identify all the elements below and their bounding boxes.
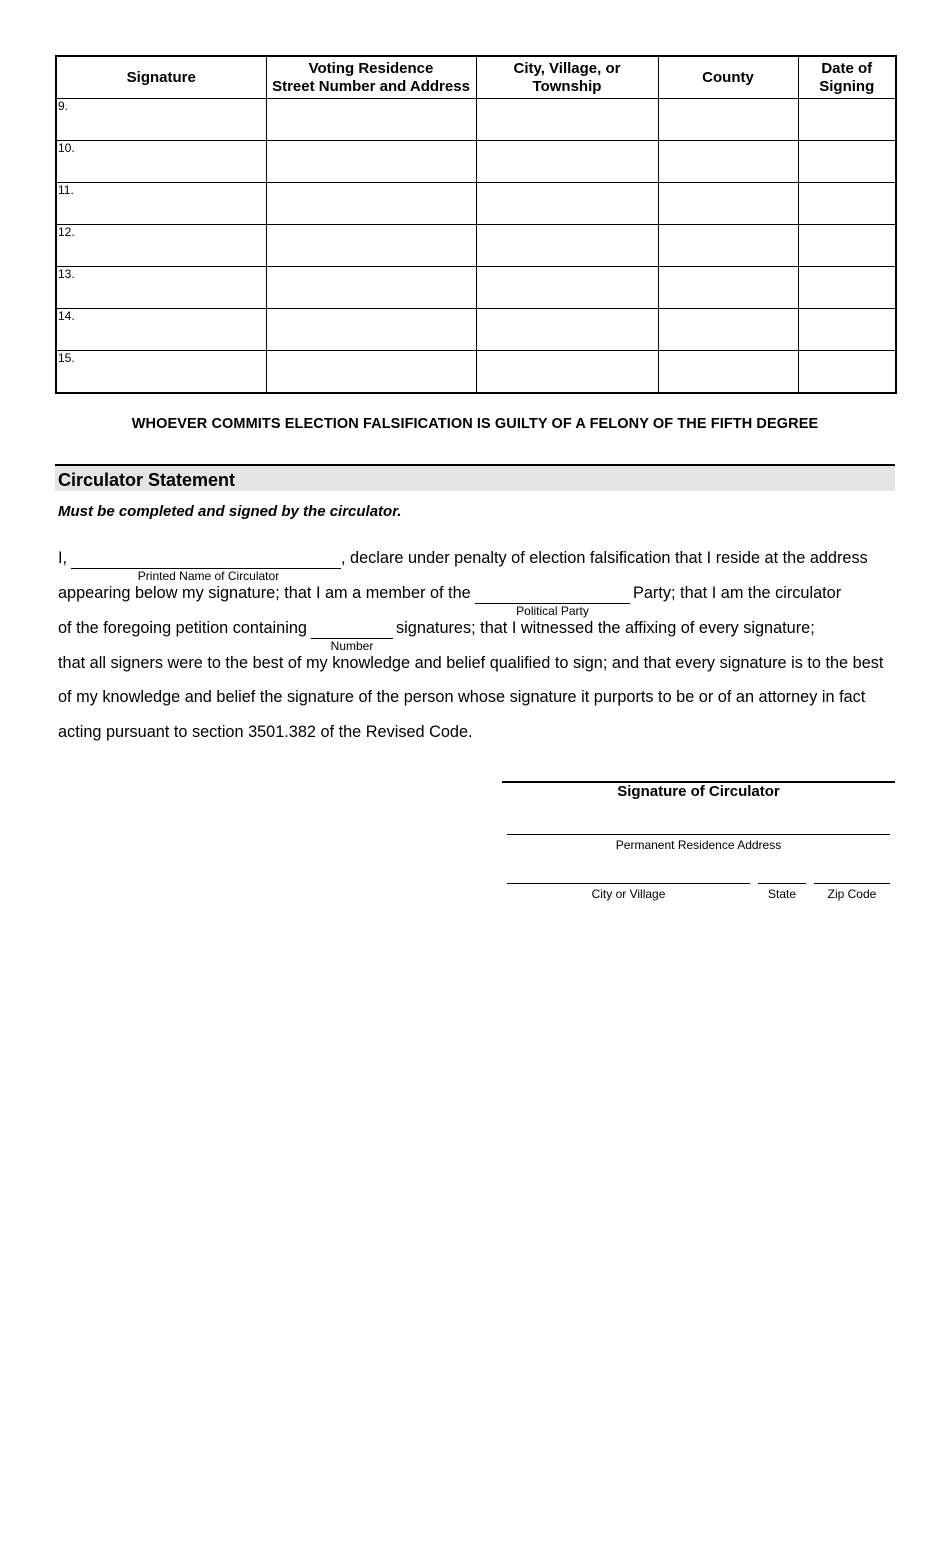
cell-address[interactable] [266, 267, 476, 309]
table-row [56, 183, 896, 225]
table-row [56, 351, 896, 394]
cell-date[interactable] [798, 351, 896, 394]
cell-city[interactable] [476, 141, 658, 183]
row-number: 12. [58, 225, 75, 239]
header-signature: Signature [56, 56, 266, 99]
circulator-section-header [55, 464, 895, 491]
cell-signature[interactable] [56, 351, 266, 394]
cell-county[interactable] [658, 99, 798, 141]
row-number: 14. [58, 309, 75, 323]
table-row [56, 267, 896, 309]
header-voting-residence: Voting Residence Street Number and Address [266, 56, 476, 99]
statement-line4: that all signers were to the best of my knowledge and belief qualified to sign; and that every signature is to the best [58, 654, 884, 672]
cell-address[interactable] [266, 99, 476, 141]
cell-signature[interactable] [56, 267, 266, 309]
table-row [56, 225, 896, 267]
zip-field[interactable] [814, 883, 890, 884]
cell-date[interactable] [798, 141, 896, 183]
cell-county[interactable] [658, 225, 798, 267]
row-number: 13. [58, 267, 75, 281]
number-caption: Number [330, 639, 374, 653]
cell-address[interactable] [266, 225, 476, 267]
printed-name-caption: Printed Name of Circulator [137, 569, 280, 583]
cell-address[interactable] [266, 351, 476, 394]
cell-signature[interactable] [56, 225, 266, 267]
cell-date[interactable] [798, 309, 896, 351]
cell-signature[interactable] [56, 99, 266, 141]
table-row [56, 309, 896, 351]
cell-county[interactable] [658, 141, 798, 183]
statement-line2-start: appearing below my signature; that I am a member of the [58, 584, 471, 602]
cell-city[interactable] [476, 225, 658, 267]
cell-address[interactable] [266, 309, 476, 351]
table-row [56, 141, 896, 183]
statement-line1-end: , declare under penalty of election falsification that I reside at the address [341, 549, 868, 567]
statement-line6: acting pursuant to section 3501.382 of the Revised Code. [58, 723, 473, 741]
row-number: 10. [58, 141, 75, 155]
cell-address[interactable] [266, 141, 476, 183]
cell-date[interactable] [798, 183, 896, 225]
row-number: 15. [58, 351, 75, 365]
cell-date[interactable] [798, 225, 896, 267]
cell-city[interactable] [476, 183, 658, 225]
header-date: Date of Signing [798, 56, 896, 99]
row-number: 11. [58, 183, 74, 197]
state-label: State [767, 887, 797, 901]
zip-label: Zip Code [827, 887, 877, 901]
cell-city[interactable] [476, 267, 658, 309]
statement-line2-end: Party; that I am the circulator [633, 584, 842, 602]
felony-warning: WHOEVER COMMITS ELECTION FALSIFICATION IS GUILTY OF A FELONY OF THE FIFTH DEGREE [131, 416, 819, 432]
cell-signature[interactable] [56, 141, 266, 183]
cell-county[interactable] [658, 309, 798, 351]
statement-line3-start: of the foregoing petition containing [58, 619, 307, 637]
cell-address[interactable] [266, 183, 476, 225]
cell-date[interactable] [798, 99, 896, 141]
header-city: City, Village, or Township [476, 56, 658, 99]
circulator-signature-label: Signature of Circulator [617, 783, 780, 800]
city-field[interactable] [507, 883, 750, 884]
cell-county[interactable] [658, 183, 798, 225]
row-number: 9. [58, 99, 69, 113]
cell-signature[interactable] [56, 183, 266, 225]
cell-county[interactable] [658, 351, 798, 394]
cell-city[interactable] [476, 309, 658, 351]
state-field[interactable] [758, 883, 806, 884]
table-row [56, 99, 896, 141]
cell-city[interactable] [476, 351, 658, 394]
city-label: City or Village [591, 887, 666, 901]
statement-line1-start: I, [58, 549, 68, 567]
cell-date[interactable] [798, 267, 896, 309]
section-title: Circulator Statement [58, 470, 236, 490]
signatures-table [55, 55, 897, 394]
residence-address-field[interactable] [507, 834, 890, 835]
header-county: County [658, 56, 798, 99]
section-subtitle: Must be completed and signed by the circulator. [58, 503, 402, 520]
political-party-caption: Political Party [516, 604, 589, 618]
cell-city[interactable] [476, 99, 658, 141]
residence-address-label: Permanent Residence Address [615, 838, 782, 852]
statement-line3-end: signatures; that I witnessed the affixing of every signature; [396, 619, 815, 637]
table-header-row [56, 56, 896, 99]
statement-line5: of my knowledge and belief the signature of the person whose signature it purports to be or of an attorney in fact [58, 688, 866, 706]
cell-signature[interactable] [56, 309, 266, 351]
cell-county[interactable] [658, 267, 798, 309]
